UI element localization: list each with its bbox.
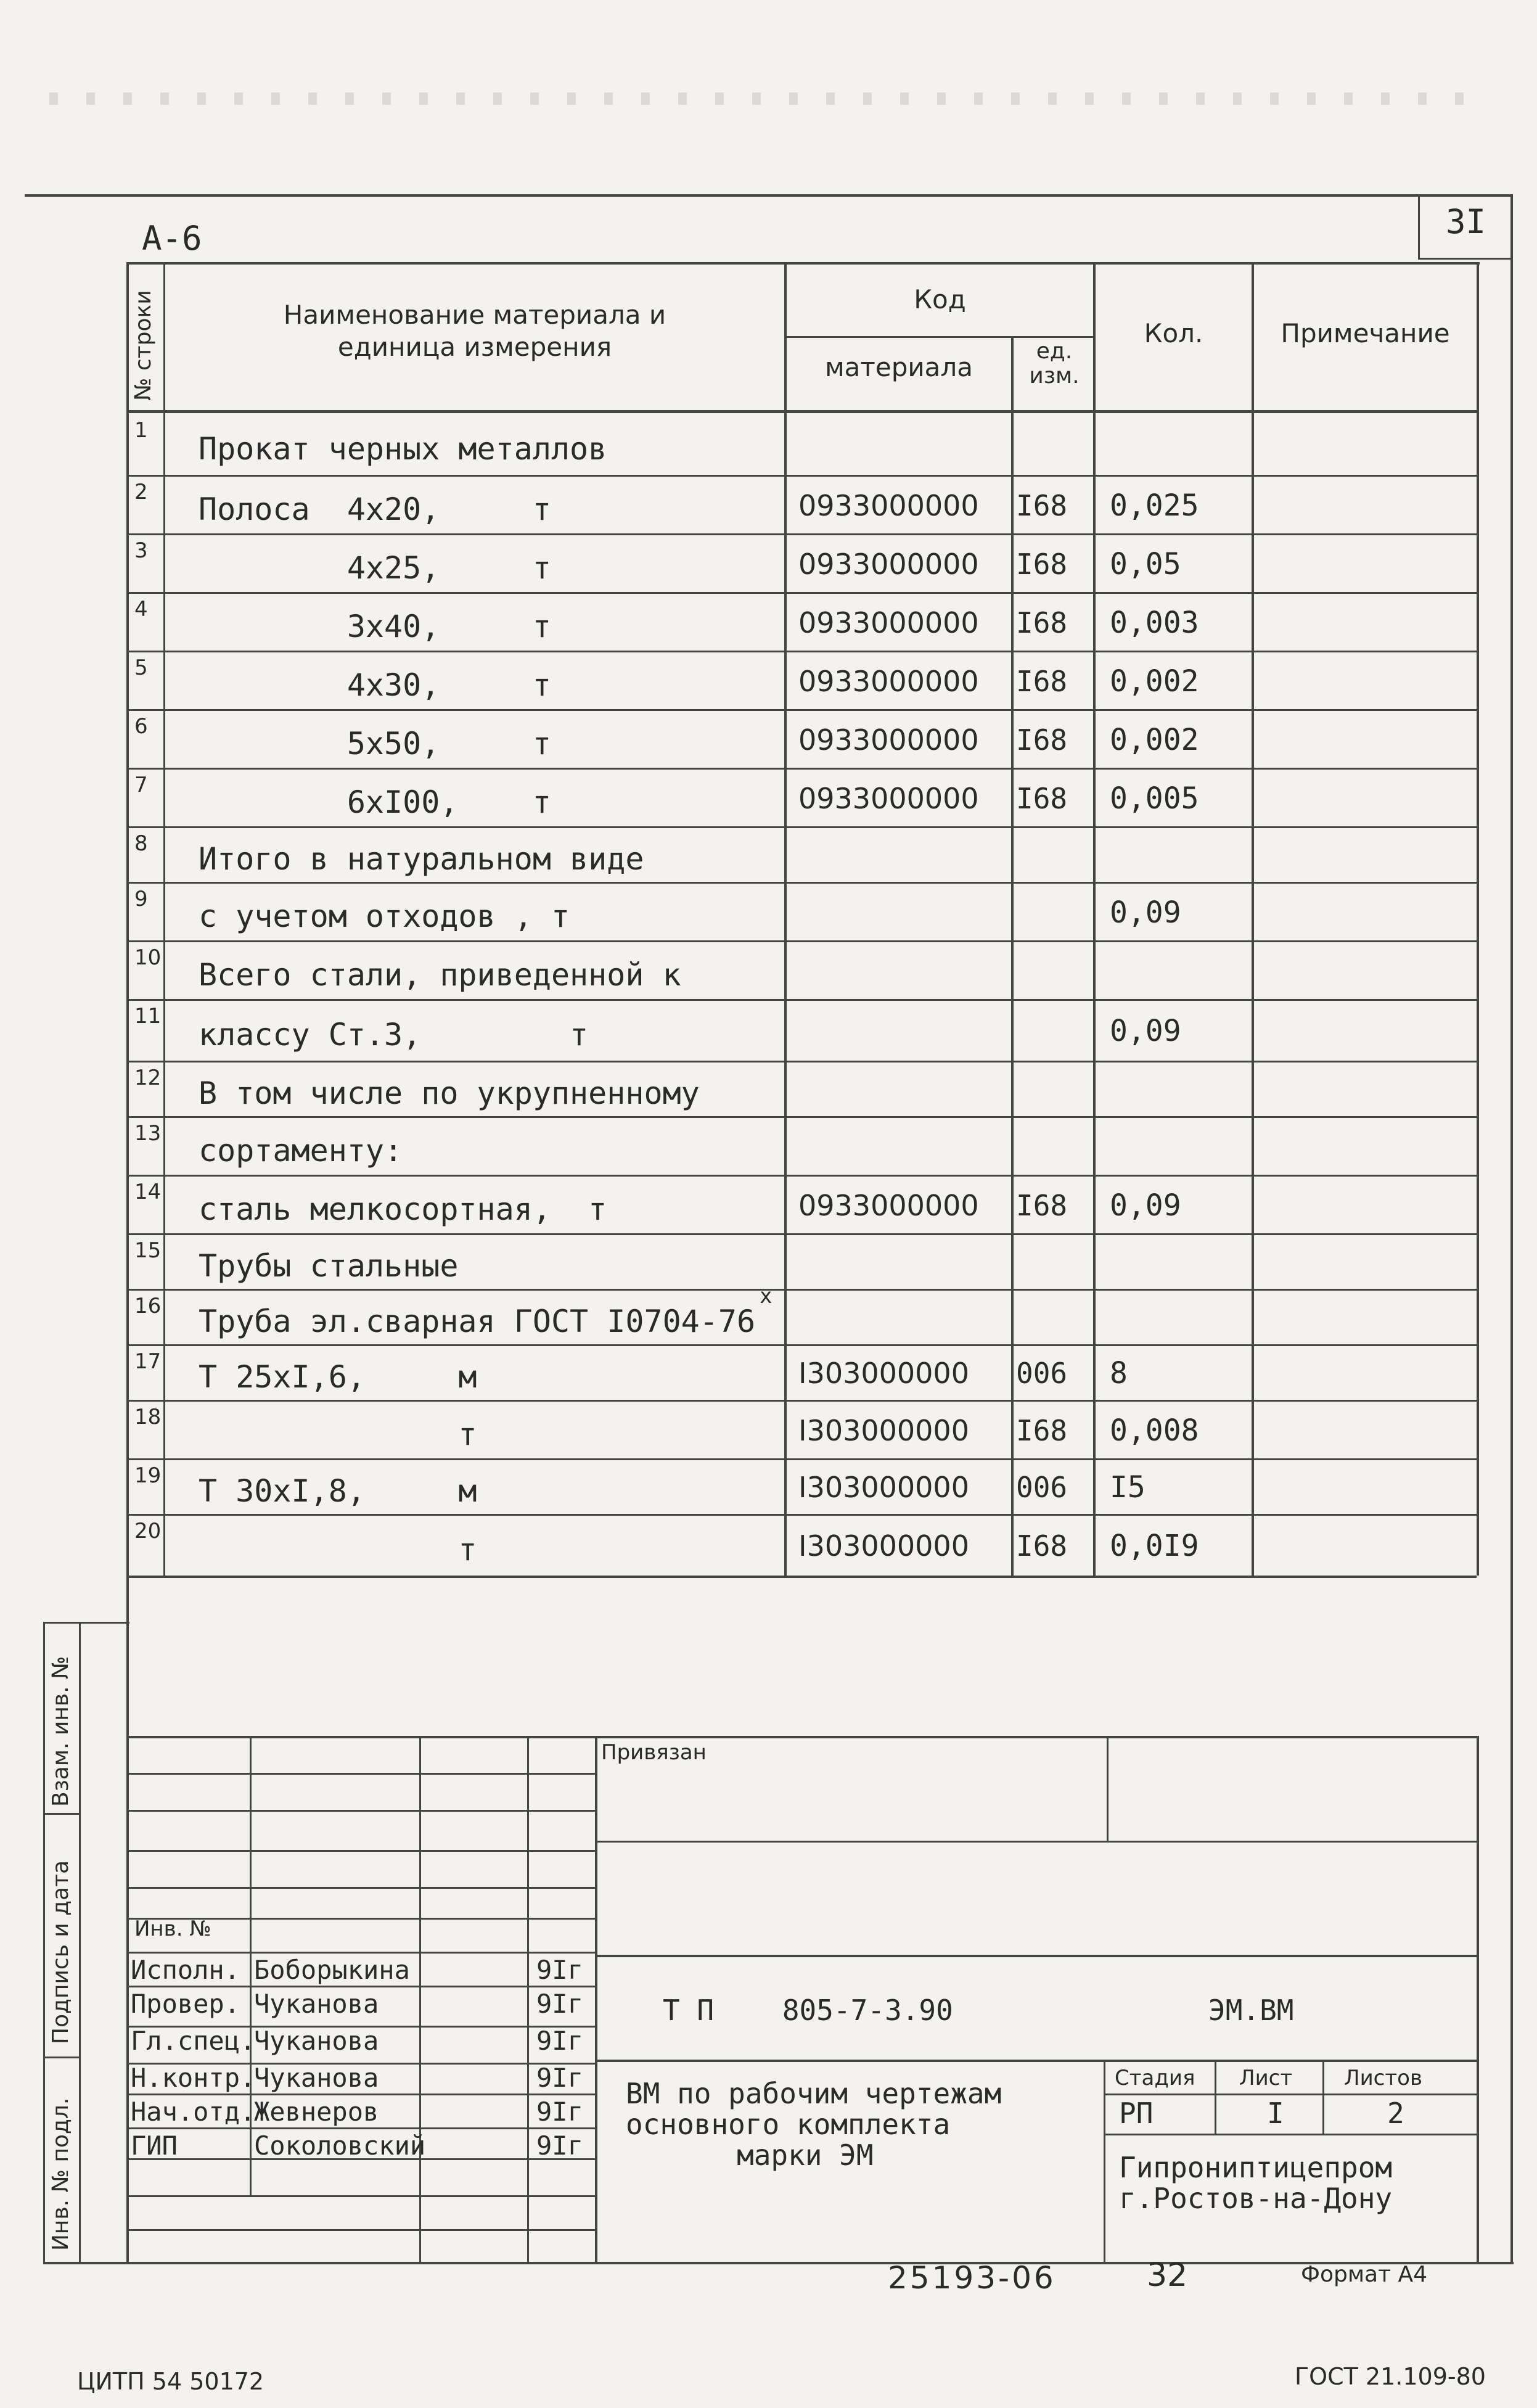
row-unit: I68 — [1016, 781, 1068, 815]
signer-name: Чуканова — [254, 1989, 379, 2019]
tb-col-d — [595, 1736, 597, 2263]
format-label: Формат А4 — [1301, 2262, 1428, 2287]
row-qty: 0,09 — [1110, 1188, 1181, 1223]
sheet-value: I — [1267, 2097, 1284, 2130]
page-no-box-left — [1418, 194, 1420, 259]
row-number: 7 — [134, 773, 148, 797]
tb-row-line — [126, 2127, 595, 2129]
row-name: Полоса 4х20, т — [199, 491, 551, 527]
row-separator — [126, 940, 1477, 942]
tb-row-line — [126, 2195, 595, 2197]
row-code: 0933000000 — [798, 488, 979, 522]
description-line-2: основного комплекта — [626, 2108, 951, 2141]
row-name: Труба эл.сварная ГОСТ I0704-76 — [199, 1304, 756, 1339]
tb-right — [1477, 1736, 1479, 2263]
footer-right: ГОСТ 21.109-80 — [1295, 2363, 1486, 2390]
row-code: 0933000000 — [798, 606, 979, 639]
row-number: 4 — [134, 597, 148, 622]
strip-mid — [79, 1622, 81, 2263]
tb-stage-h2 — [1104, 2134, 1477, 2135]
signer-name: Чуканова — [254, 2063, 379, 2093]
signer-name: Чуканова — [254, 2026, 379, 2056]
row-separator — [126, 1514, 1477, 1516]
row-name: 5х50, т — [199, 725, 551, 762]
header-name: Наименование материала и единица измерения — [283, 300, 666, 362]
row-unit: I68 — [1016, 547, 1068, 581]
row-name: Трубы стальные — [199, 1248, 459, 1284]
side-label-podpis: Подпись и дата — [48, 1860, 73, 2044]
row-qty: I5 — [1110, 1470, 1146, 1505]
tb-col-b — [419, 1736, 421, 2263]
sheet-label: Лист — [1239, 2066, 1293, 2090]
row-code: 0933000000 — [798, 781, 979, 815]
handwritten-page: 32 — [1147, 2257, 1188, 2294]
side-label-vzam: Взам. инв. № — [48, 1656, 73, 1807]
row-code: I303000000 — [798, 1471, 969, 1504]
tb-row-line — [126, 2229, 595, 2231]
stamp-number: 25193-06 — [888, 2260, 1056, 2296]
row-separator — [126, 826, 1477, 828]
row-name: 4х25, т — [199, 549, 551, 586]
row-name: В том числе по укрупненному — [199, 1075, 700, 1111]
row-number: 19 — [134, 1463, 162, 1488]
row-number: 11 — [134, 1004, 162, 1029]
strip-bottom — [43, 2262, 1514, 2264]
row-name: сталь мелкосортная, т — [199, 1191, 607, 1227]
row-unit: 006 — [1016, 1357, 1068, 1390]
tb-stage-h1 — [1104, 2094, 1477, 2095]
tb-h-project-top — [595, 1955, 1477, 1957]
signer-role: Провер. — [131, 1989, 240, 2019]
scan-noise — [49, 92, 1467, 105]
signer-name: Боборыкина — [254, 1955, 410, 1985]
col-line-1 — [163, 262, 165, 1576]
row-unit: I68 — [1016, 723, 1068, 757]
tb-row-line — [126, 1850, 595, 1852]
row-name: сортаменту: — [199, 1132, 403, 1169]
tb-stage-v1 — [1215, 2060, 1216, 2134]
row-number: 18 — [134, 1405, 162, 1429]
signer-role: Гл.спец. — [131, 2026, 256, 2056]
signer-name: Жевнеров — [254, 2097, 379, 2127]
row-qty: 0,025 — [1110, 488, 1199, 523]
row-number: 17 — [134, 1349, 162, 1374]
row-name: Всего стали, приведенной к — [199, 956, 681, 993]
row-number: 5 — [134, 655, 148, 680]
tb-privyazan-split — [1107, 1736, 1109, 1841]
row-qty: 0,008 — [1110, 1413, 1199, 1448]
row-code: I303000000 — [798, 1529, 969, 1563]
document-mark: ЭМ.ВМ — [1208, 1994, 1294, 2027]
row-qty: 0,09 — [1110, 1014, 1181, 1048]
row-separator — [126, 1175, 1477, 1177]
col-line-3 — [1011, 336, 1014, 1576]
row-separator — [126, 1116, 1477, 1118]
signer-name: Соколовский — [254, 2131, 426, 2161]
row-unit: I68 — [1016, 1188, 1068, 1222]
row-number: 8 — [134, 831, 148, 856]
row-separator — [126, 999, 1477, 1001]
row-code: 0933000000 — [798, 664, 979, 698]
header-qty: Кол. — [1144, 318, 1203, 348]
row-qty: 0,005 — [1110, 781, 1199, 816]
col-line-2 — [784, 262, 787, 1576]
tb-stage-left — [1104, 2060, 1105, 2263]
strip-left — [43, 1622, 45, 2263]
footer-left: ЦИТП 54 50172 — [77, 2368, 264, 2395]
row-name: 6хI00, т — [199, 784, 551, 820]
page-number: 3I — [1446, 202, 1486, 241]
row-separator — [126, 1458, 1477, 1460]
row-qty: 0,002 — [1110, 664, 1199, 699]
row-number: 2 — [134, 480, 148, 504]
header-material: материала — [824, 352, 973, 382]
row-unit: I68 — [1016, 1529, 1068, 1563]
row-code: I303000000 — [798, 1413, 969, 1447]
frame-top — [25, 194, 1510, 197]
row-separator — [126, 709, 1477, 711]
row-number: 12 — [134, 1066, 162, 1090]
row-number: 10 — [134, 945, 162, 970]
row-number: 1 — [134, 418, 148, 443]
row-separator — [126, 475, 1477, 477]
tb-row-line — [126, 2094, 595, 2095]
row-name: с учетом отходов , т — [199, 898, 570, 934]
row-separator — [126, 882, 1477, 884]
table-right — [1477, 262, 1479, 1576]
page-no-box-bottom — [1418, 258, 1510, 260]
row-qty: 0,05 — [1110, 546, 1181, 581]
tb-h-priv — [595, 1841, 1477, 1843]
description-line-1: ВМ по рабочим чертежам — [626, 2077, 1002, 2110]
row-unit: I68 — [1016, 606, 1068, 639]
row-code: 0933000000 — [798, 1188, 979, 1222]
row-number: 16 — [134, 1294, 162, 1318]
tb-row-line — [126, 1952, 595, 1954]
row-name: Т 25хI,6, м — [199, 1359, 477, 1395]
stage-label: Стадия — [1115, 2066, 1195, 2090]
stage-value: РП — [1119, 2097, 1154, 2130]
row-separator — [126, 1344, 1477, 1346]
side-label-inv: Инв. № подл. — [48, 2097, 73, 2251]
row-unit: I68 — [1016, 664, 1068, 698]
tb-row-line — [126, 1986, 595, 1987]
org-line-2: г.Ростов-на-Дону — [1119, 2182, 1393, 2215]
row-number: 9 — [134, 887, 148, 911]
row-number: 3 — [134, 538, 148, 563]
table-bottom — [126, 1576, 1477, 1578]
frame-right — [1510, 194, 1513, 2263]
strip-div-1 — [43, 1813, 80, 1815]
row-code: I303000000 — [798, 1357, 969, 1390]
signer-role: Исполн. — [131, 1955, 240, 1985]
row-qty: 8 — [1110, 1356, 1128, 1391]
row-name: классу Ст.3, т — [199, 1017, 589, 1053]
header-code: Код — [914, 284, 966, 314]
privyazan-label: Привязан — [601, 1740, 707, 1765]
row-name: т — [199, 1532, 477, 1568]
description-line-3: марки ЭМ — [737, 2139, 874, 2172]
row-code: 0933000000 — [798, 723, 979, 757]
tb-row-line — [126, 1810, 595, 1812]
sheets-label: Листов — [1344, 2066, 1423, 2090]
signer-role: ГИП — [131, 2131, 178, 2161]
signer-date: 9Iг — [536, 2026, 583, 2056]
signer-role: Н.контр. — [131, 2063, 256, 2093]
col-line-5 — [1252, 262, 1254, 1576]
table-top — [126, 262, 1480, 265]
row-name: Итого в натуральном виде — [199, 841, 644, 877]
tb-top — [126, 1736, 1477, 1738]
row-separator — [126, 1061, 1477, 1062]
header-unit: ед. изм. — [1029, 339, 1080, 388]
row-name: 4х30, т — [199, 667, 551, 703]
col-line-4 — [1093, 262, 1096, 1576]
row-number: 14 — [134, 1180, 162, 1204]
signer-date: 9Iг — [536, 2131, 583, 2161]
org-line-1: Гипрониптицепром — [1119, 2151, 1393, 2184]
signer-date: 9Iг — [536, 1989, 583, 2019]
strip-div-2 — [43, 2057, 80, 2058]
tb-row-line — [126, 1887, 595, 1889]
row-separator — [126, 1289, 1477, 1291]
row-separator — [126, 1400, 1477, 1402]
signer-role: Нач.отд. — [131, 2097, 256, 2127]
row-qty: 0,09 — [1110, 895, 1181, 930]
row-separator — [126, 768, 1477, 770]
row-separator — [126, 533, 1477, 535]
tb-row-line — [126, 1773, 595, 1775]
row-qty: 0,0I9 — [1110, 1529, 1199, 1563]
signer-date: 9Iг — [536, 2063, 583, 2093]
row-separator — [126, 1233, 1477, 1235]
row-code: 0933000000 — [798, 547, 979, 581]
row-unit: I68 — [1016, 488, 1068, 522]
row-name: Прокат черных металлов — [199, 431, 607, 467]
project-number: Т П 805-7-3.90 — [663, 1994, 953, 2027]
row-number: 15 — [134, 1238, 162, 1263]
row-number: 6 — [134, 714, 148, 739]
row-name: т — [199, 1416, 477, 1452]
row-number: 13 — [134, 1121, 162, 1146]
row-qty: 0,002 — [1110, 722, 1199, 757]
signer-date: 9Iг — [536, 2097, 583, 2127]
sheets-value: 2 — [1387, 2097, 1404, 2130]
row-number: 20 — [134, 1519, 162, 1543]
header-bottom — [126, 410, 1477, 413]
signer-date: 9Iг — [536, 1955, 583, 1985]
tb-col-c — [527, 1736, 529, 2263]
inv-no-label: Инв. № — [134, 1917, 211, 1941]
gost-superscript: х — [760, 1284, 773, 1309]
row-qty: 0,003 — [1110, 605, 1199, 640]
row-name: 3х40, т — [199, 608, 551, 644]
row-unit: I68 — [1016, 1413, 1068, 1447]
strip-top — [43, 1622, 129, 1624]
table-left — [126, 262, 129, 2263]
row-name: Т 30хI,8, м — [199, 1473, 477, 1509]
tb-stage-v2 — [1322, 2060, 1324, 2134]
section-label: А-6 — [142, 219, 202, 258]
code-split — [784, 336, 1096, 338]
row-separator — [126, 592, 1477, 594]
row-separator — [126, 651, 1477, 652]
header-row-no: № строки — [131, 290, 156, 401]
header-note: Примечание — [1281, 318, 1450, 348]
tb-h-project-bot — [595, 2060, 1477, 2062]
row-unit: 006 — [1016, 1471, 1068, 1504]
